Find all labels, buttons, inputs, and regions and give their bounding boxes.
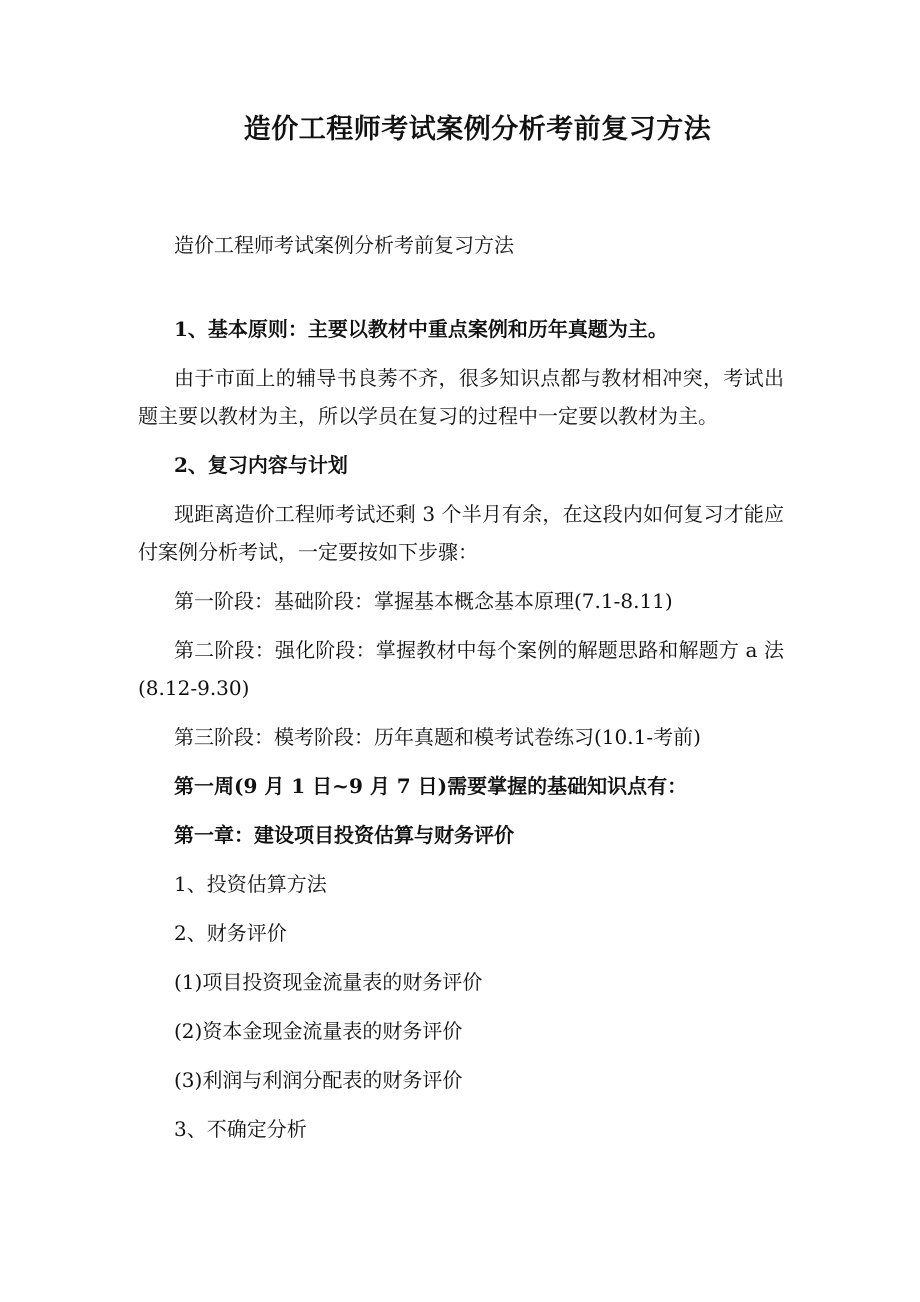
list-item: 3、不确定分析: [174, 1117, 307, 1141]
list-item: 1、投资估算方法: [174, 872, 327, 896]
document-body: [138, 226, 784, 1148]
stage-two: 第二阶段：强化阶段：掌握教材中每个案例的解题思路和解题方 a 法(8.12-9.30): [138, 638, 784, 700]
intro-paragraph: 造价工程师考试案例分析考前复习方法: [174, 233, 514, 257]
section-heading-plan: 2、复习内容与计划: [174, 453, 348, 477]
list-item: 2、财务评价: [174, 921, 287, 945]
list-item: (1)项目投资现金流量表的财务评价: [174, 970, 483, 994]
paragraph-principles: 由于市面上的辅导书良莠不齐，很多知识点都与教材相冲突，考试出题主要以教材为主，所以学员在复习的过程中一定要以教材为主。: [138, 366, 784, 428]
stage-three: 第三阶段：模考阶段：历年真题和模考试卷练习(10.1-考前): [174, 725, 701, 749]
week-one-heading: 第一周(9 月 1 日~9 月 7 日)需要掌握的基础知识点有：: [174, 774, 688, 798]
list-item: (3)利润与利润分配表的财务评价: [174, 1068, 463, 1092]
section-heading-principles: 1、基本原则：主要以教材中重点案例和历年真题为主。: [174, 317, 668, 341]
stage-one: 第一阶段：基础阶段：掌握基本概念基本原理(7.1-8.11): [174, 589, 673, 613]
paragraph-plan: 现距离造价工程师考试还剩 3 个半月有余，在这段内如何复习才能应付案例分析考试，一定要按如下步骤：: [138, 502, 784, 564]
chapter-one-heading: 第一章：建设项目投资估算与财务评价: [174, 823, 514, 847]
list-item: (2)资本金现金流量表的财务评价: [174, 1019, 463, 1043]
document-title: 造价工程师考试案例分析考前复习方法: [243, 114, 712, 145]
